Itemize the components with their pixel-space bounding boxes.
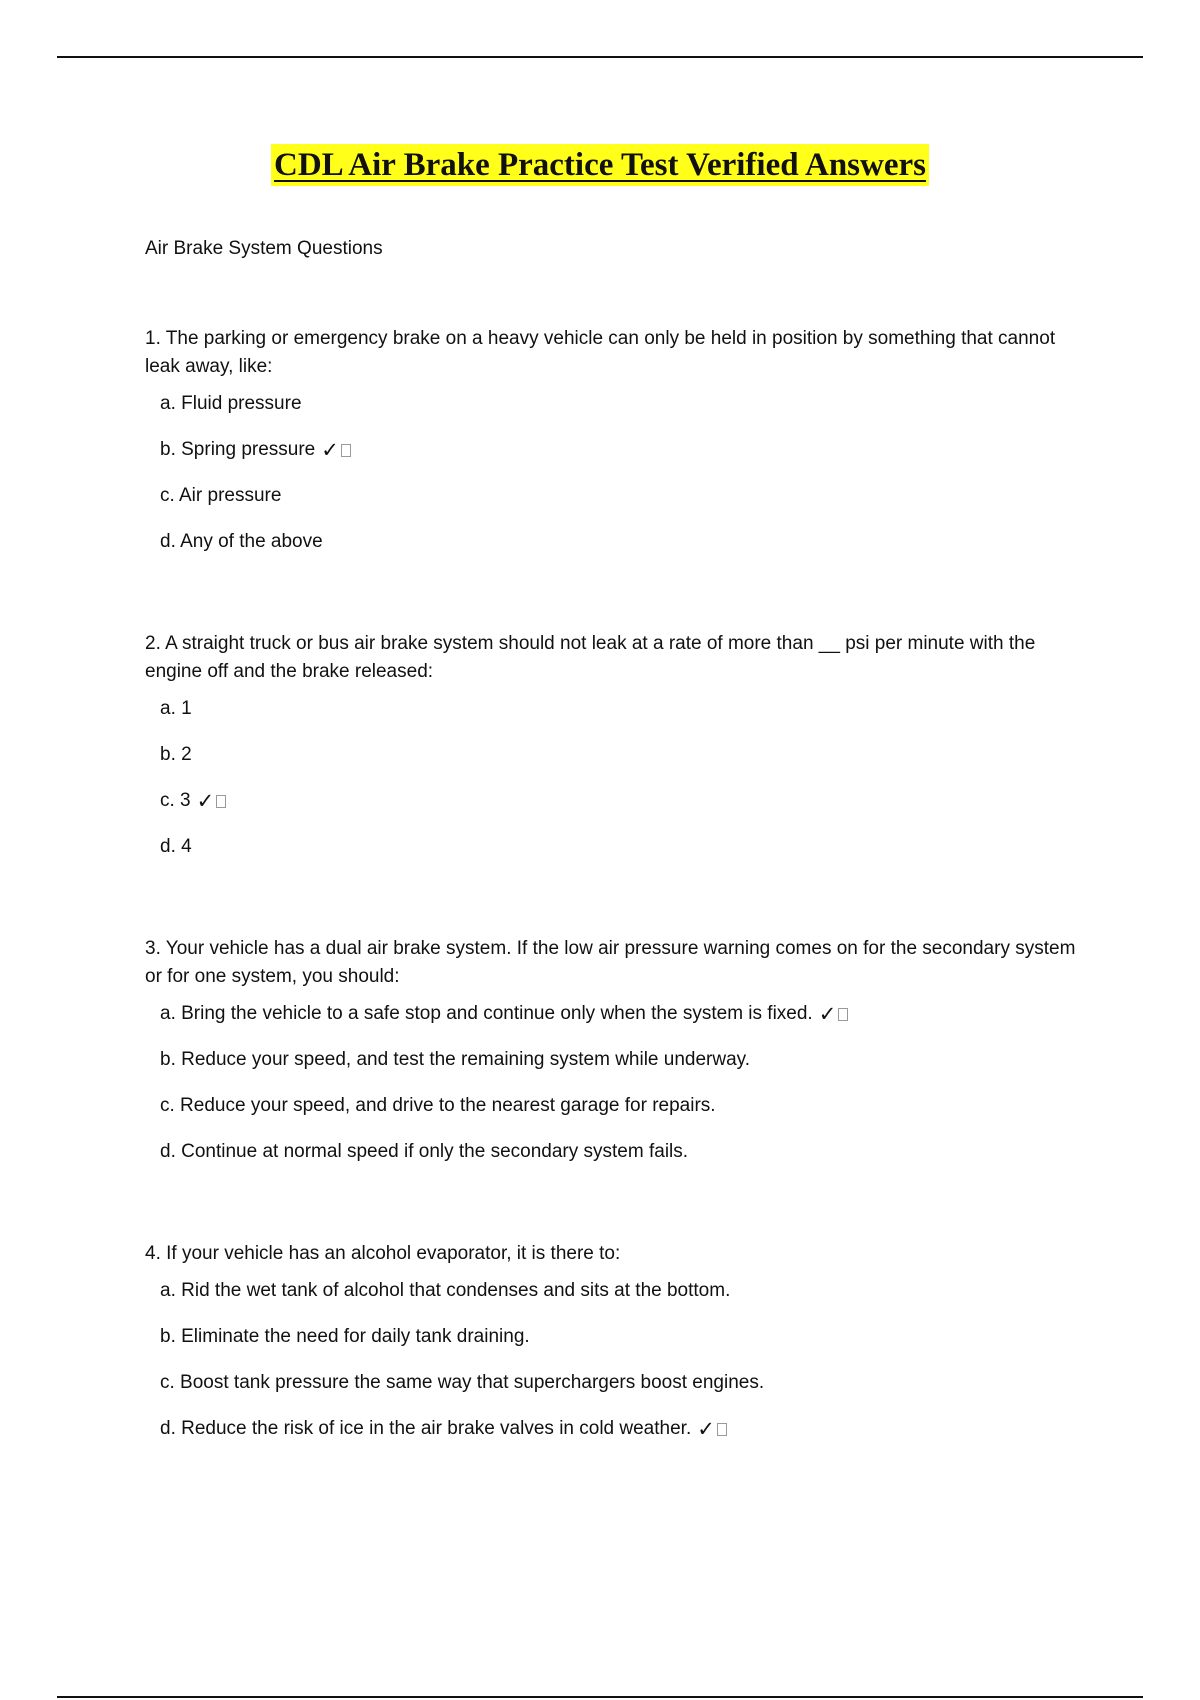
answer-option-text: c. Reduce your speed, and drive to the nearest garage for repairs. <box>160 1095 716 1116</box>
answer-option-text: c. Air pressure <box>160 485 282 506</box>
empty-box-icon <box>838 1008 848 1021</box>
answer-option-text: a. Bring the vehicle to a safe stop and continue only when the system is fixed. <box>160 1003 813 1024</box>
check-icon: ✓ <box>697 1416 715 1441</box>
footer-rule <box>57 1696 1143 1698</box>
answer-option-text: c. 3 <box>160 790 191 811</box>
correct-answer-check-icon <box>196 788 227 813</box>
question-text: 2. A straight truck or bus air brake system should not leak at a rate of more than __ psi per minute with the engine off and the brake released: <box>145 633 1036 682</box>
answer-option <box>160 1268 1085 1314</box>
answer-options <box>145 991 1085 1175</box>
answer-options <box>145 381 1085 565</box>
question-text: 1. The parking or emergency brake on a heavy vehicle can only be held in position by something that cannot leak away, like: <box>145 328 1056 377</box>
empty-box-icon <box>717 1423 727 1436</box>
answer-option <box>160 1314 1085 1360</box>
answer-option-text: b. Spring pressure <box>160 439 316 460</box>
answer-options <box>145 686 1085 870</box>
answer-option <box>160 686 1085 732</box>
correct-answer-check-icon <box>321 437 351 462</box>
answer-option-text: b. Reduce your speed, and test the remaining system while underway. <box>160 1049 751 1070</box>
answer-option-text: c. Boost tank pressure the same way that superchargers boost engines. <box>160 1372 765 1393</box>
answer-option <box>160 991 1085 1037</box>
empty-box-icon <box>216 795 226 808</box>
answer-option-text: d. Any of the above <box>160 531 323 552</box>
answer-option-text: b. 2 <box>160 744 192 765</box>
correct-answer-check-icon <box>818 1001 849 1026</box>
answer-option <box>160 427 1085 473</box>
answer-option <box>160 473 1085 519</box>
answer-option <box>160 1129 1085 1175</box>
answer-option <box>160 824 1085 870</box>
empty-box-icon <box>341 444 351 457</box>
answer-option <box>160 381 1085 427</box>
document-title: CDL Air Brake Practice Test Verified Answers <box>271 144 929 186</box>
question-1 <box>145 325 1085 565</box>
check-icon: ✓ <box>196 788 215 813</box>
header-rule <box>57 56 1143 58</box>
question-text: 3. Your vehicle has a dual air brake system. If the low air pressure warning comes on for the secondary system or for one system, you should: <box>145 938 1076 987</box>
answer-option-text: a. Rid the wet tank of alcohol that condenses and sits at the bottom. <box>160 1280 731 1301</box>
answer-options <box>145 1268 1085 1452</box>
title-container <box>0 144 1200 186</box>
answer-option-text: d. Continue at normal speed if only the secondary system fails. <box>160 1141 689 1162</box>
correct-answer-check-icon <box>697 1416 727 1441</box>
answer-option-text: a. Fluid pressure <box>160 393 302 414</box>
question-2 <box>145 630 1085 870</box>
answer-option-text: d. Reduce the risk of ice in the air brake valves in cold weather. <box>160 1418 692 1439</box>
answer-option <box>160 778 1085 824</box>
check-icon: ✓ <box>321 437 339 462</box>
answer-option <box>160 1083 1085 1129</box>
answer-option-text: d. 4 <box>160 836 192 857</box>
question-text: 4. If your vehicle has an alcohol evaporator, it is there to: <box>145 1243 621 1264</box>
answer-option-text: a. 1 <box>160 698 192 719</box>
answer-option-text: b. Eliminate the need for daily tank draining. <box>160 1326 530 1347</box>
question-3 <box>145 935 1085 1175</box>
section-heading: Air Brake System Questions <box>145 238 383 259</box>
question-4 <box>145 1240 1085 1452</box>
check-icon: ✓ <box>818 1001 837 1026</box>
answer-option <box>160 1037 1085 1083</box>
answer-option <box>160 1406 1085 1452</box>
answer-option <box>160 1360 1085 1406</box>
answer-option <box>160 732 1085 778</box>
answer-option <box>160 519 1085 565</box>
